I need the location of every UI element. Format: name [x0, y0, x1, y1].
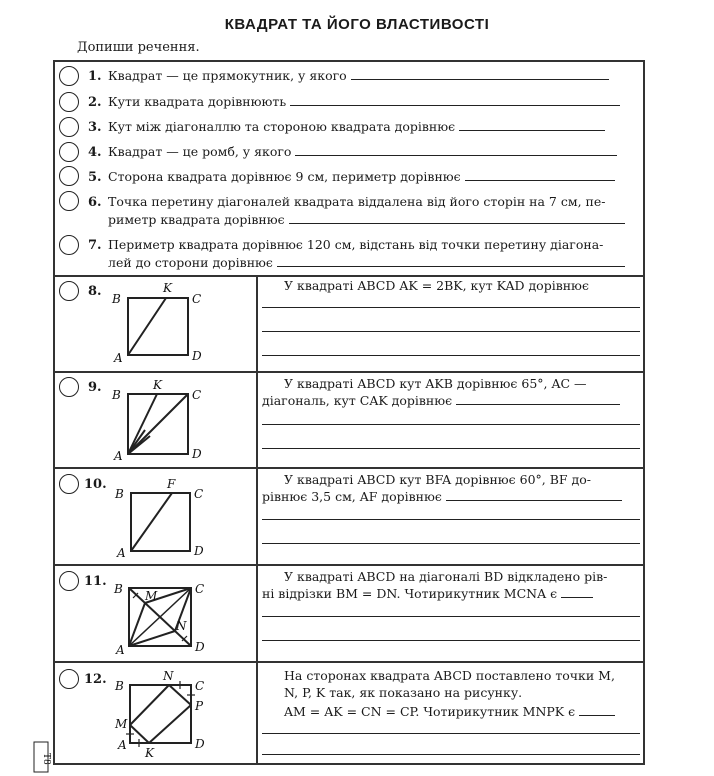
diagonal-AC [128, 394, 188, 454]
answer-circle[interactable] [59, 474, 79, 494]
segment-AF [131, 493, 172, 551]
divider [53, 564, 645, 566]
answer-blank[interactable] [579, 704, 615, 716]
label-M: M [115, 717, 128, 731]
segment-NA [129, 631, 175, 646]
answer-line[interactable] [262, 640, 640, 641]
page-tab-label: Т8 [41, 753, 51, 765]
question-number: 7. [88, 238, 102, 253]
label-B: B [114, 582, 123, 596]
answer-blank[interactable] [295, 144, 617, 156]
label-C: C [195, 679, 205, 693]
question-number: 4. [88, 145, 102, 160]
segment-MN [130, 685, 169, 725]
answer-circle[interactable] [59, 377, 79, 397]
task-text: рівнює 3,5 см, AF дорівнює [262, 489, 622, 505]
segment-AK [128, 298, 166, 355]
answer-blank[interactable] [289, 212, 625, 224]
figure-task-9 [105, 374, 215, 466]
task-number: 8. [88, 284, 102, 299]
label-D: D [192, 447, 202, 461]
task-text: ні відрізки BM = DN. Чотирикутник MCNA є [262, 586, 593, 602]
task-text: На сторонах квадрата ABCD поставлено точки M, [284, 668, 615, 683]
task-text: AM = AK = CN = CP. Чотирикутник MNPK є [284, 704, 615, 720]
label-B: B [115, 487, 124, 501]
task-number: 9. [88, 380, 102, 395]
label-P: P [195, 699, 204, 713]
figure-task-11 [105, 568, 215, 660]
question-text: Квадрат — це ромб, у якого [108, 144, 617, 160]
label-B: B [112, 388, 121, 402]
task-number: 10. [84, 477, 107, 492]
label-N: N [176, 619, 187, 633]
task-text: У квадраті ABCD кут AKB дорівнює 65°, AC — [284, 376, 587, 391]
divider [53, 371, 645, 373]
answer-circle[interactable] [59, 66, 79, 86]
question-text: Кути квадрата дорівнюють [108, 94, 620, 110]
answer-line[interactable] [262, 355, 640, 356]
question-text: риметр квадрата дорівнює [108, 212, 625, 228]
figure-task-12 [105, 665, 215, 760]
answer-blank[interactable] [446, 489, 622, 501]
segment-AK [128, 394, 157, 454]
question-number: 2. [88, 95, 102, 110]
label-C: C [194, 487, 204, 501]
answer-blank[interactable] [290, 94, 620, 106]
label-F: F [167, 477, 176, 491]
answer-line[interactable] [262, 331, 640, 332]
task-text: У квадраті ABCD на діагоналі BD відкладено рів- [284, 569, 608, 584]
instruction: Допиши речення. [77, 40, 200, 55]
task-text: У квадраті ABCD AK = 2BK, кут KAD дорівнює [284, 278, 589, 293]
label-D: D [192, 349, 202, 363]
label-M: M [145, 589, 158, 603]
answer-blank[interactable] [351, 68, 609, 80]
question-text: Сторона квадрата дорівнює 9 см, периметр дорівнює [108, 169, 615, 185]
answer-line[interactable] [262, 519, 640, 520]
question-text: Периметр квадрата дорівнює 120 см, відстань від точки перетину діагона- [108, 237, 604, 252]
question-text: лей до сторони дорівнює [108, 255, 625, 271]
answer-circle[interactable] [59, 235, 79, 255]
answer-line[interactable] [262, 754, 640, 755]
answer-line[interactable] [262, 543, 640, 544]
page-title: КВАДРАТ ТА ЙОГО ВЛАСТИВОСТІ [224, 16, 490, 33]
answer-circle[interactable] [59, 571, 79, 591]
label-A: A [116, 643, 125, 657]
question-text: Квадрат — це прямокутник, у якого [108, 68, 609, 84]
task-text: N, P, K так, як показано на рисунку. [284, 685, 523, 700]
answer-blank[interactable] [456, 393, 620, 405]
answer-blank[interactable] [561, 586, 593, 598]
label-C: C [195, 582, 205, 596]
label-A: A [117, 546, 126, 560]
square [128, 298, 188, 355]
label-A: A [114, 449, 123, 463]
answer-line[interactable] [262, 733, 640, 734]
label-K: K [153, 378, 162, 392]
question-number: 1. [88, 69, 102, 84]
label-B: B [115, 679, 124, 693]
question-number: 6. [88, 195, 102, 210]
question-text: Точка перетину діагоналей квадрата віддалена від його сторін на 7 см, пе- [108, 194, 606, 209]
task-number: 12. [84, 672, 107, 687]
figure-task-10 [105, 471, 215, 563]
label-K: K [145, 746, 154, 760]
task-text: У квадраті ABCD кут BFA дорівнює 60°, BF до- [284, 472, 592, 487]
question-text: Кут між діагоналлю та стороною квадрата дорівнює [108, 119, 605, 135]
question-number: 5. [88, 170, 102, 185]
answer-blank[interactable] [459, 119, 605, 131]
page-tab [34, 742, 51, 772]
segment-AM [129, 603, 145, 646]
label-D: D [195, 737, 205, 751]
task-number: 11. [84, 574, 107, 589]
label-N: N [163, 669, 174, 683]
answer-blank[interactable] [277, 255, 625, 267]
label-K: K [163, 281, 172, 295]
divider [53, 467, 645, 469]
answer-circle[interactable] [59, 142, 79, 162]
divider [53, 661, 645, 663]
answer-line[interactable] [262, 448, 640, 449]
label-D: D [195, 640, 205, 654]
label-D: D [194, 544, 204, 558]
answer-circle[interactable] [59, 166, 79, 186]
answer-circle[interactable] [59, 669, 79, 689]
answer-circle[interactable] [59, 281, 79, 301]
label-C: C [192, 388, 202, 402]
column-divider [256, 275, 258, 765]
square [131, 493, 190, 551]
answer-line[interactable] [262, 424, 640, 425]
label-B: B [112, 292, 121, 306]
label-A: A [118, 738, 127, 752]
label-C: C [192, 292, 202, 306]
answer-circle[interactable] [59, 191, 79, 211]
task-text: діагональ, кут CAK дорівнює [262, 393, 620, 409]
label-A: A [114, 351, 123, 365]
figure-task-8 [105, 278, 215, 370]
answer-circle[interactable] [59, 92, 79, 112]
answer-line[interactable] [262, 616, 640, 617]
answer-blank[interactable] [465, 169, 615, 181]
answer-circle[interactable] [59, 117, 79, 137]
segment-PK [149, 705, 191, 743]
answer-line[interactable] [262, 307, 640, 308]
question-number: 3. [88, 120, 102, 135]
